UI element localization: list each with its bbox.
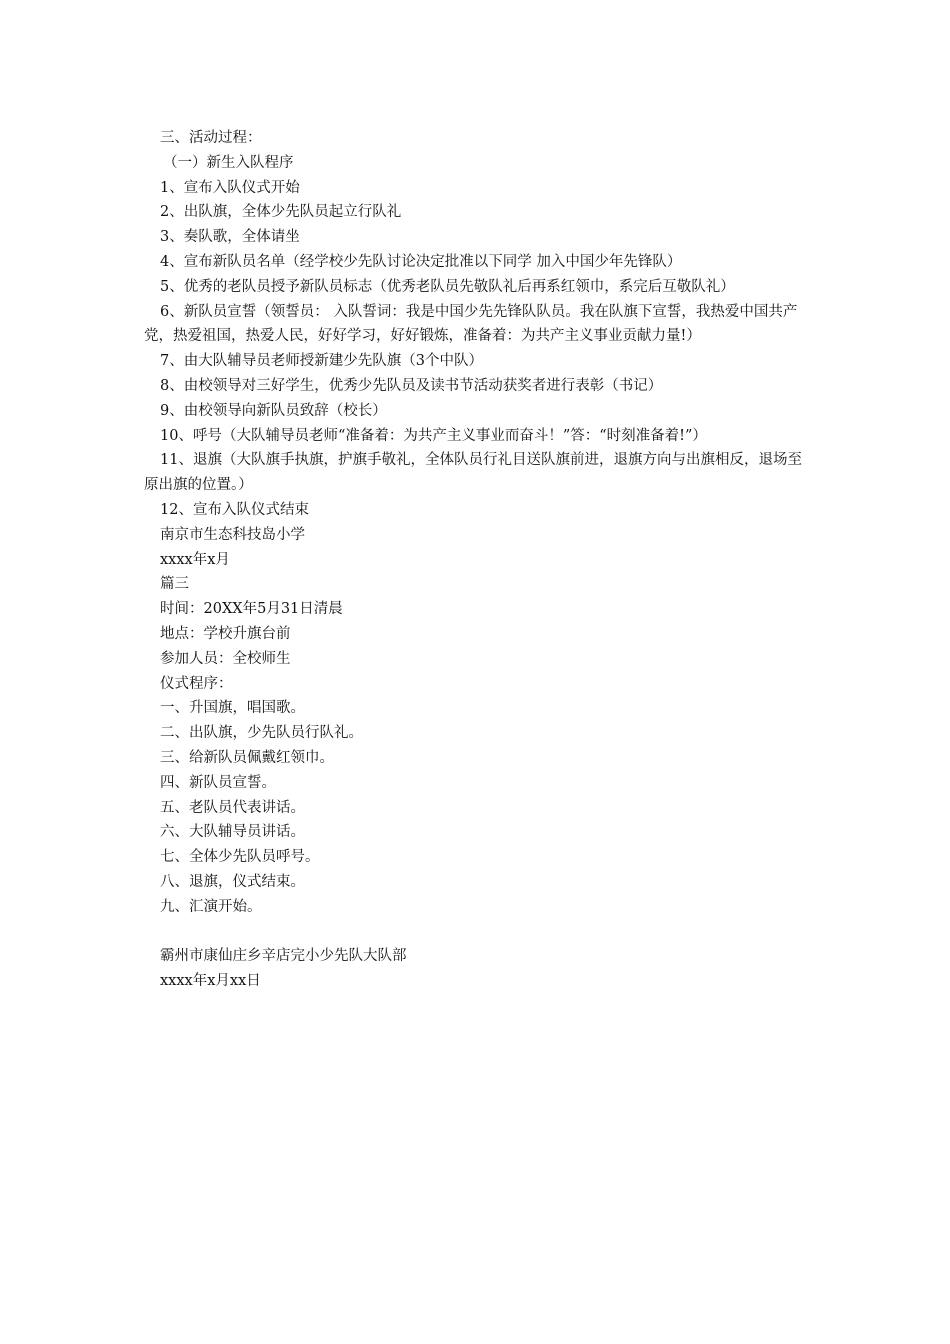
step-item: 9、由校领导向新队员致辞（校长） <box>160 402 387 419</box>
program-item: 四、新队员宣誓。 <box>160 774 276 791</box>
step-item: 12、宣布入队仪式结束 <box>160 501 309 518</box>
event-time: 时间：20XX年5月31日清晨 <box>160 601 343 618</box>
program-item: 八、退旗，仪式结束。 <box>160 873 305 890</box>
program-item: 六、大队辅导员讲话。 <box>160 824 305 841</box>
step-item: 10、呼号（大队辅导员老师“准备着：为共产主义事业而奋斗！”答：“时刻准备着!”） <box>160 427 707 444</box>
program-item: 七、全体少先队员呼号。 <box>160 849 320 866</box>
program-item: 一、升国旗，唱国歌。 <box>160 700 305 717</box>
program-item: 九、汇演开始。 <box>160 898 262 915</box>
step-item: 8、由校领导对三好学生，优秀少先队员及读书节活动获奖者进行表彰（书记） <box>160 377 663 394</box>
event-attendees: 参加人员：全校师生 <box>160 650 291 667</box>
part3-heading: 篇三 <box>160 576 189 593</box>
school-date: xxxx年x月 <box>160 551 230 568</box>
school-signature: 南京市生态科技岛小学 <box>160 526 305 543</box>
step-item: 6、新队员宣誓（领誓员： 入队誓词：我是中国少先先锋队队员。我在队旗下宣誓，我热爱中国共产党，热爱祖国，热爱人民，好好学习，好好锻炼，准备着：为共产主义事业贡献力量!） <box>144 303 798 345</box>
step-item: 2、出队旗，全体少先队员起立行队礼 <box>160 204 402 221</box>
document-body <box>144 126 812 994</box>
step-item: 5、优秀的老队员授予新队员标志（优秀老队员先敬队礼后再系红领巾，系完后互敬队礼） <box>160 278 735 295</box>
step-item: 1、宣布入队仪式开始 <box>160 179 300 196</box>
program-item: 五、老队员代表讲话。 <box>160 799 305 816</box>
program-item: 二、出队旗，少先队员行队礼。 <box>160 725 363 742</box>
blank-line <box>144 920 812 945</box>
step-item: 3、奏队歌，全体请坐 <box>160 229 300 246</box>
event-place: 地点：学校升旗台前 <box>160 625 291 642</box>
program-item: 三、给新队员佩戴红领巾。 <box>160 749 334 766</box>
org-date: xxxx年x月xx日 <box>160 973 261 990</box>
org-signature: 霸州市康仙庄乡辛店完小少先队大队部 <box>160 948 407 965</box>
subsection-title: （一）新生入队程序 <box>163 154 294 171</box>
section-title: 三、活动过程： <box>160 130 262 146</box>
step-item: 4、宣布新队员名单（经学校少先队讨论决定批准以下同学 加入中国少年先锋队） <box>160 253 682 270</box>
step-item: 7、由大队辅导员老师授新建少先队旗（3个中队） <box>160 353 483 370</box>
step-item: 11、退旗（大队旗手执旗，护旗手敬礼，全体队员行礼目送队旗前进，退旗方向与出旗相反，退场至原出旗的位置。） <box>144 452 802 494</box>
program-title: 仪式程序： <box>160 675 233 692</box>
